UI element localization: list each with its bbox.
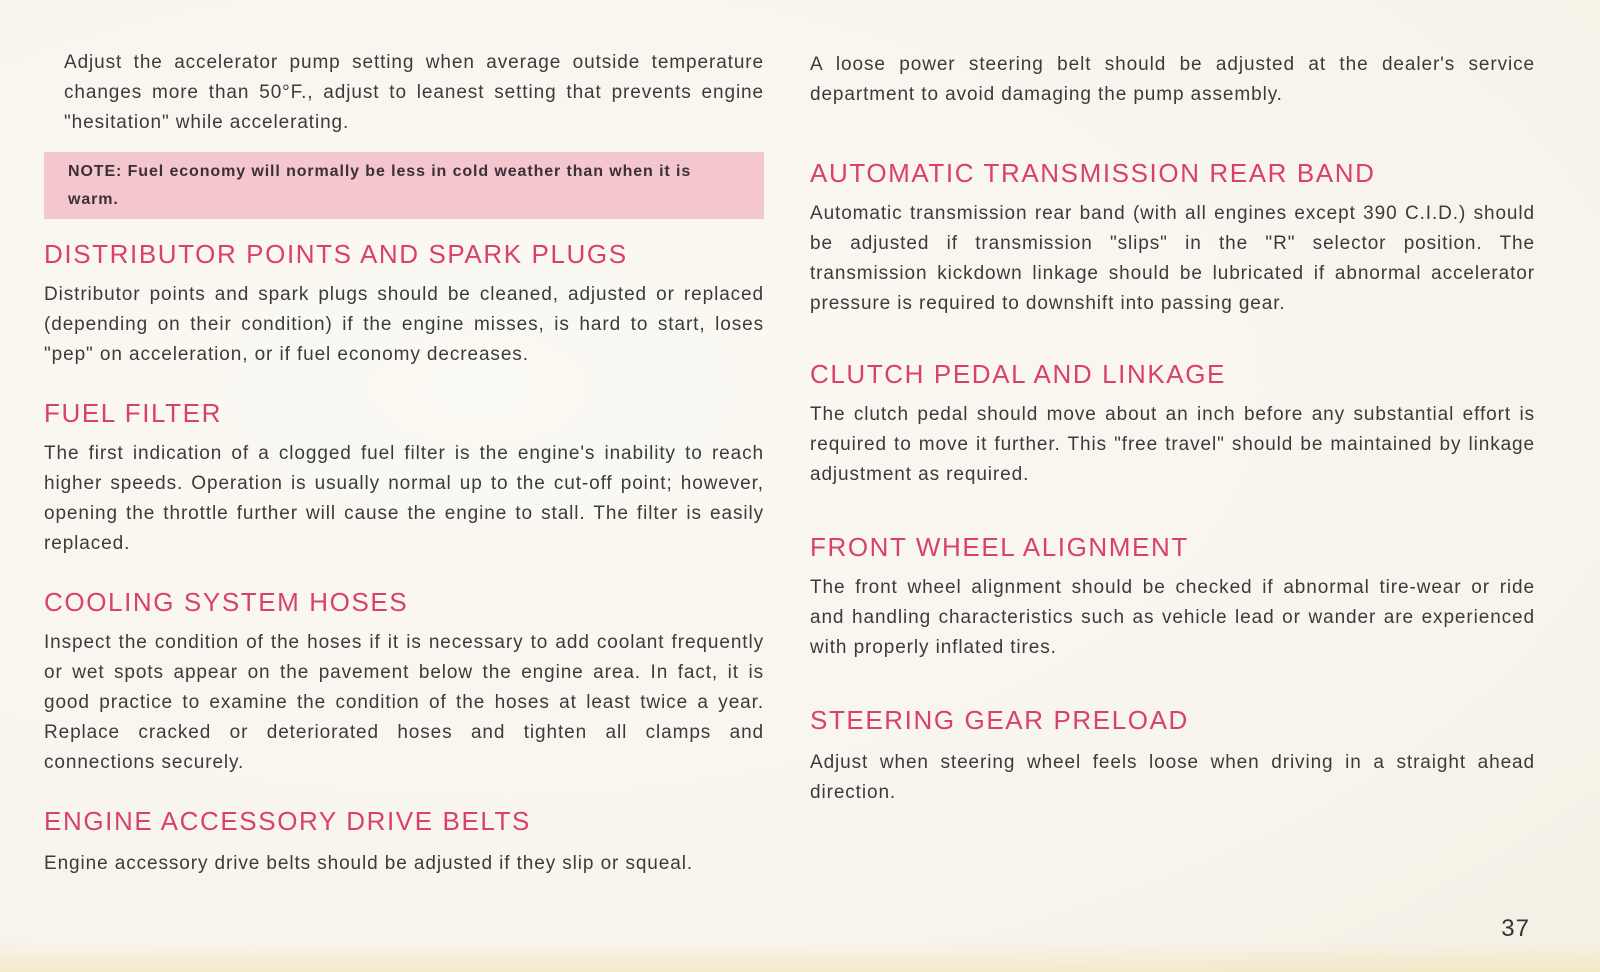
cooling-system-paragraph: Inspect the condition of the hoses if it is necessary to add coolant frequently or wet spots appear on the pavement below the engine area. In fact, it is good practice to examine the condition of the hoses at least twice a year. Replace cracked or deteriorated hoses and tighten all clamps and connections securely. [44, 632, 764, 773]
heading-steering-gear-preload: STEERING GEAR PRELOAD [810, 705, 1189, 735]
heading-transmission-rear-band: AUTOMATIC TRANSMISSION REAR BAND [810, 158, 1376, 188]
fuel-economy-note [44, 152, 764, 219]
front-wheel-alignment-paragraph: The front wheel alignment should be checked if abnormal tire-wear or ride and handling characteristics such as vehicle lead or wander are experienced with properly inflated tires. [810, 577, 1535, 658]
note-label: NOTE: [68, 163, 123, 180]
fuel-filter-paragraph: The first indication of a clogged fuel filter is the engine's inability to reach higher speeds. Operation is usually normal up to the cut-off point; however, opening the throttle further will cause the engine to stall. The filter is easily replaced. [44, 443, 764, 554]
heading-distributor-points: DISTRIBUTOR POINTS AND SPARK PLUGS [44, 239, 628, 269]
heading-drive-belts: ENGINE ACCESSORY DRIVE BELTS [44, 806, 531, 836]
power-steering-belt-paragraph: A loose power steering belt should be adjusted at the dealer's service department to avoid damaging the pump assembly. [810, 54, 1535, 105]
note-text: Fuel economy will normally be less in cold weather than when it is warm. [68, 163, 692, 208]
steering-gear-paragraph: Adjust when steering wheel feels loose when driving in a straight ahead direction. [810, 752, 1535, 803]
paper-stain [0, 942, 1600, 972]
heading-front-wheel-alignment: FRONT WHEEL ALIGNMENT [810, 532, 1189, 562]
left-column [44, 48, 764, 879]
page-number: 37 [1501, 915, 1530, 942]
heading-fuel-filter: FUEL FILTER [44, 398, 222, 428]
clutch-pedal-paragraph: The clutch pedal should move about an inch before any substantial effort is required to move it further. This "free travel" should be maintained by linkage adjustment as required. [810, 404, 1535, 485]
heading-clutch-pedal: CLUTCH PEDAL AND LINKAGE [810, 359, 1226, 389]
accelerator-pump-paragraph: Adjust the accelerator pump setting when average outside temperature changes more than 50°F., adjust to leanest setting that prevents engine "hesitation" while accelerating. [64, 52, 764, 133]
drive-belts-paragraph: Engine accessory drive belts should be adjusted if they slip or squeal. [44, 853, 694, 874]
right-column [810, 50, 1535, 808]
heading-cooling-system-hoses: COOLING SYSTEM HOSES [44, 587, 409, 617]
distributor-points-paragraph: Distributor points and spark plugs should be cleaned, adjusted or replaced (depending on their condition) if the engine misses, is hard to start, loses "pep" on acceleration, or if fuel economy decreases. [44, 284, 764, 365]
transmission-rear-band-paragraph: Automatic transmission rear band (with all engines except 390 C.I.D.) should be adjusted if transmission "slips" in the "R" selector position. The transmission kickdown linkage should be lubricated if abnormal accelerator pressure is required to downshift into passing gear. [810, 203, 1535, 314]
